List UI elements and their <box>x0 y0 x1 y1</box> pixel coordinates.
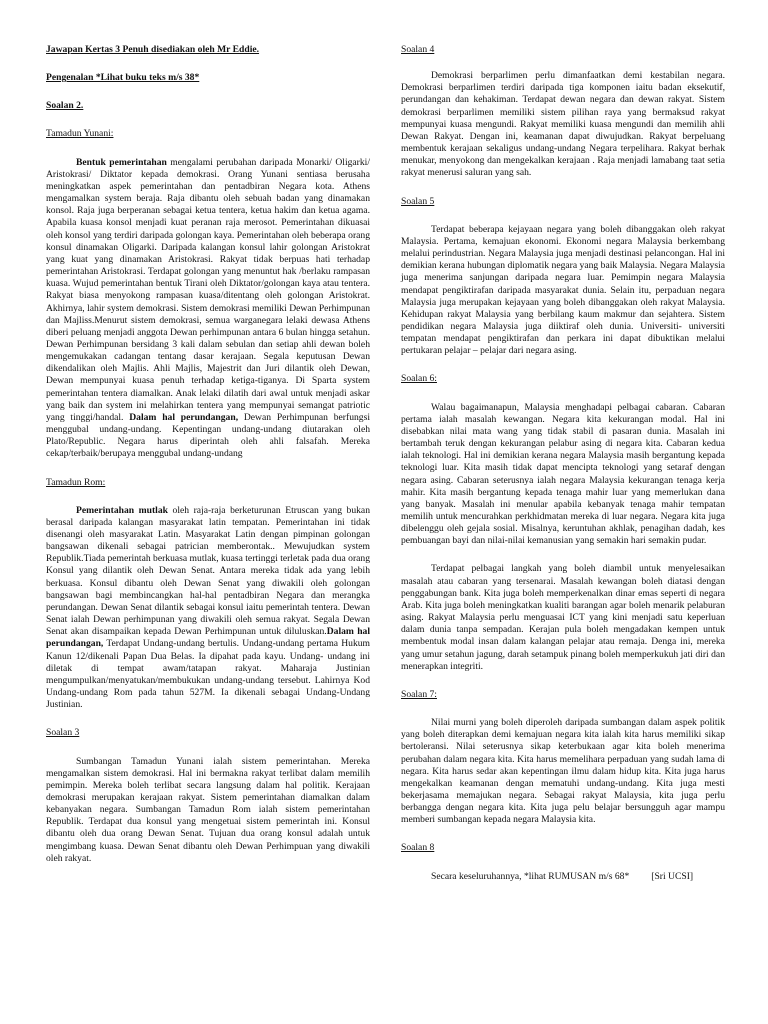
document-title: Jawapan Kertas 3 Penuh disediakan oleh Mr Eddie. <box>46 44 260 55</box>
question-3-heading: Soalan 3 <box>46 727 80 739</box>
yunani-paragraph <box>46 157 370 461</box>
left-column <box>46 44 370 881</box>
question-8-heading: Soalan 8 <box>401 842 435 854</box>
rom-text-b: Terdapat Undang-undang bertulis. Undang-undang pertama Hukum Kanun 12/dikenali Papan Dua Belas. Ia dipahat pada kayu. Undang- undang ini diletak di tempat awam/tatapan rakyat. Maharaja Justinian mengumpulkan/menyatukan/membukukan undang-undang tersebut. Lahirnya Kod Undang-undang Rom pada tahun 527M. Ia dikenali sebagai Undang-Undang Justinian. <box>46 638 370 711</box>
question-6-paragraph-1: Walau bagaimanapun, Malaysia menghadapi pelbagai cabaran. Cabaran pertama ialah masalah kewangan. Negara kita kekurangan modal. Hal ini disebabkan nilai mata wang yang tidak stabil di pasaran dunia. Masalah ini bertambah teruk dengan kekurangan pelabur asing di negara kita. Cabaran kedua ialah teknologi. Hal ini demikian kerana negara Malaysia masih bergantung kepada teknologi luar. Kita masih tidak dapat mencipta teknologi yang setaraf dengan negara asing. Cabaran seterusnya ialah negara Malaysia kekurangan tenaga kerja mahir. Kita masih bergantung kepada tenaga mahir luar yang memerlukan dana yang banyak. Masalah ini menular apabila kebanyak tenaga mahir tempatan memilih untuk mencurahkan perkhidmatan mereka di luar negara. Negara kita juga dibelenggu oleh gejala sosial. Misalnya, keruntuhan akhlak, penagihan dadah, kes pembuangan bayi dan nilai-nilai kemanusian yang semakin hari semakin pudar. <box>401 401 725 547</box>
question-5-heading: Soalan 5 <box>401 195 435 207</box>
rom-heading: Tamadun Rom: <box>46 476 106 488</box>
right-column <box>401 44 725 883</box>
yunani-mid-bold: Dalam hal perundangan, <box>129 411 239 423</box>
source-tag: [Sri UCSI] <box>651 870 694 882</box>
intro-heading: Pengenalan *Lihat buku teks m/s 38* <box>46 72 200 84</box>
rom-lead-bold: Pemerintahan mutlak <box>76 504 168 516</box>
question-8-line <box>401 871 725 883</box>
rom-text-a: oleh raja-raja berketurunan Etruscan yang bukan berasal daripada kalangan masyarakat latin tempatan. Pemerintahan ini tidak disenangi oleh masyarakat Latin. Masyarakat Latin dengan pimpinan golongan bangsawan dikenali sebagai patrician memberontak.. Mewujudkan system Republik.Tiada pemerintah berkuasa mutlak, kuasa tertinggi terletak pada dua orang Konsul yang dilantik oleh Dewan Senat. Antara mereka tidak ada yang lebih berkuasa. Konsul dibantu oleh Dewan Senat yang diwakili oleh golongan bangsawan bagi membincangkan hal-hal pentadbiran Negara dan merangka perundangan. Dewan Senat dilantik sebagai konsul iaitu pemerintah tentera. Dewan Senat ialah Dewan perhimpunan yang diwakili oleh semua rakyat. Segala Dewan Senat akan disampaikan kepada Dewan Perhimpunan untuk diluluskan. <box>46 504 370 638</box>
question-5-paragraph: Terdapat beberapa kejayaan negara yang boleh dibanggakan oleh rakyat Malaysia. Pertama, kemajuan ekonomi. Ekonomi negara Malaysia berkembang melalui perindustrian. Negara Malaysia juga menjadi destinasi pelancongan. Hal ini demikian kerana hubungan diplomatik negara yang baik Malaysia. Negara Malaysia juga menerima sanjungan daripada negara luar. Pemimpin negara Malaysia mendapat pengiktirafan daripada masyarakat dunia. Selain itu, perpaduan negara Malaysia juga merupakan kejayaan yang boleh dibanggakan oleh rakyat Malaysia. Kehidupan rakyat Malaysia yang berbilang kaum makmur dan sejahtera. Sistem pendidikan negara Malaysia juga diiktiraf oleh dunia. Universiti- universiti tempatan mendapat pengiktirafan dan perkara ini dapat dibuktikan melalui pertukaran pelajar – pelajar dari negara asing. <box>401 223 725 357</box>
question-2-heading: Soalan 2. <box>46 100 84 112</box>
question-6-paragraph-2: Terdapat pelbagai langkah yang boleh diambil untuk menyelesaikan masalah atau cabaran yang tersenarai. Masalah kewangan boleh diatasi dengan penggabungan bank. Kita juga boleh memperkenalkan dinar emas seperti di negara Arab. Kita juga boleh meningkatkan kualiti barangan agar boleh menarik pelaburan asing. Rakyat Malaysia perlu menguasai ICT yang kini menjadi satu keperluan dalam dunia tanpa sempadan. Kerajan pula boleh mengadakan kempen untuk membentuk modal insan dalam kalangan pelajar atau remaja. Denga ini, mereka yang umur setahun jagung, darah setampuk pinang boleh memperkukuh jati diri dan menerapkan integriti. <box>401 563 725 672</box>
question-7-paragraph: Nilai murni yang boleh diperoleh daripada sumbangan dalam aspek politik yang boleh diterapkan demi kemajuan negara kita ialah kita harus memiliki sikap bertoleransi. Nilai seterusnya sikap keterbukaan agar kita boleh menerima perubahan dalam negara kita. Kita harus memelihara perpaduan yang sudah lama di negara. Kita harus sedar akan kepentingan ilmu dalam hidup kita. Kita juga harus mengekalkan keamanan dengan mematuhi undang-undang. Kita juga mesti bekerjasama memajukan negara. Sebagai rakyat Malaysia, kita juga perlu berbangga dengan negara kita. Kita juga pelu belajar bersungguh agar mampu memberi sumbangan kepada negara Malaysia kita. <box>401 717 725 826</box>
question-4-paragraph: Demokrasi berparlimen perlu dimanfaatkan demi kestabilan negara. Demokrasi berparlimen terdiri daripada tiga komponen iaitu badan eksekutif, perundangan dan kehakiman. Terdapat dewan negara dan dewan rakyat. Sistem demokrasi berparlimen memiliki sistem pilihan raya yang bermaksud rakyat mempunyai kuasa mengundi. Rakyat memiliki kuasa mengundi dan memilih ahli Dewan Rakyat. Dengan ini, keamanan dapat diwujudkan. Rakyat berpeluang membentuk kerajaan sekaligus undang-undang Negara terpelihara. Rakyat berhak menukar, menyokong dan mengekalkan kerajaan . Raja menjadi lamabang taat setia rakyat menerusi saluran yang sah. <box>401 70 725 179</box>
yunani-heading: Tamadun Yunani: <box>46 128 114 140</box>
question-3-paragraph: Sumbangan Tamadun Yunani ialah sistem pemerintahan. Mereka mengamalkan sistem demokrasi. Hal ini bermakna rakyat terlibat dalam memilih pemimpin. Mereka boleh terlibat secara langsung dalam hal politik. Kerajaan demokrasi merupakan kerajaan rakyat. Sistem pemerintahan diamalkan dalam kebanyakan negara. Sumbangan Tamadun Rom ialah sistem pemerintahan Republik. Terdapat dua konsul yang mengetuai sistem pemerintah ini. Konsul dibantu oleh dua orang Dewan Senat. Tujuan dua orang konsul adalah untuk mengimbang kuasa. Dewan Senat dibantu oleh Dewan Perhimpuan yang diwakili oleh rakyat. <box>46 755 370 864</box>
yunani-text-b: Dewan Perhimpunan berfungsi menggubal undang-undang. Kepentingan undang-undang diutarakan oleh Plato/Republic. Negara harus diperintah oleh ahli falsafah. Mereka cekap/terbaik/berupaya menggubal undang-undang <box>46 411 370 460</box>
yunani-lead-bold: Bentuk pemerintahan <box>76 156 167 168</box>
rom-paragraph <box>46 505 370 712</box>
question-4-heading: Soalan 4 <box>401 44 435 55</box>
question-8-text: Secara keseluruhannya, *lihat RUMUSAN m/s 68* <box>431 870 630 882</box>
yunani-text-a: mengalami perubahan daripada Monarki/ Oligarki/ Aristokrasi/ Diktator kepada demokrasi. Orang Yunani sentiasa berusaha meningkatkan aspek pemerintahan dan pentadbiran Negara kota. Athens mengamalkan system beraja. Raja dibantu oleh sebuah badan yang dinamakan konsol. Raja juga berperanan sebagai ketua tentera, ketua hakim dan ketua agama. Apabila kuasa konsol menjadi kuat peranan raja merosot. Pemerintahan dikuasai oleh konsol yang terdiri daripada golongan kaya. Pemerintahan oleh beberapa orang konsul dinamakan Oligarki. Daripada kalangan konsul lahir golongan Aristokrat yang kuat yang dinamakan Aristokrasi. Rakyat tidak berpuas hati terhadap pemerintahan Aristokrasi. Terdapat golongan yang menuntut hak /berlaku rampasan kuasa. Wujud pemerintahan bentuk Tirani oleh Diktator/golongan kaya atau tentera. Rakyat biasa menyokong rampasan kuasa/ditentang oleh golongan Aristokrat. Akhirnya, lahir system demokrasi. Sistem demokrasi memiliki Dewan Perhimpunan dan Majliss.Menurut sistem demokrasi, semua warganegara lelaki dewasa Athens diberi peluang menjadi anggota Dewan perhimpunan antara 6 bulan hingga setahun. Dewan Perhimpunan bersidang 3 kali dalam sebulan dan setiap ahli dewan boleh mengemukakan cadangan tentang dasar kerajaan. Segala keputusan Dewan dikendalikan oleh Majlis. Ahli Majlis, Majestrit dan Juri dilantik oleh Dewan, Dewan mempunyai kuasa penuh terhadap ketiga-tiganya. Di Sparta system pemerintahan tentera diamalkan. Anak lelaki dilatih dari awal untuk menjadi askar yang baik dan system ini melahirkan tentera yang mempunyai semangat patriotic yang tinggi/handal. <box>46 156 370 423</box>
question-6-heading: Soalan 6: <box>401 373 437 385</box>
rom-mid-bold: Dalam hal perundangan, <box>46 626 370 650</box>
question-7-heading: Soalan 7: <box>401 688 437 700</box>
